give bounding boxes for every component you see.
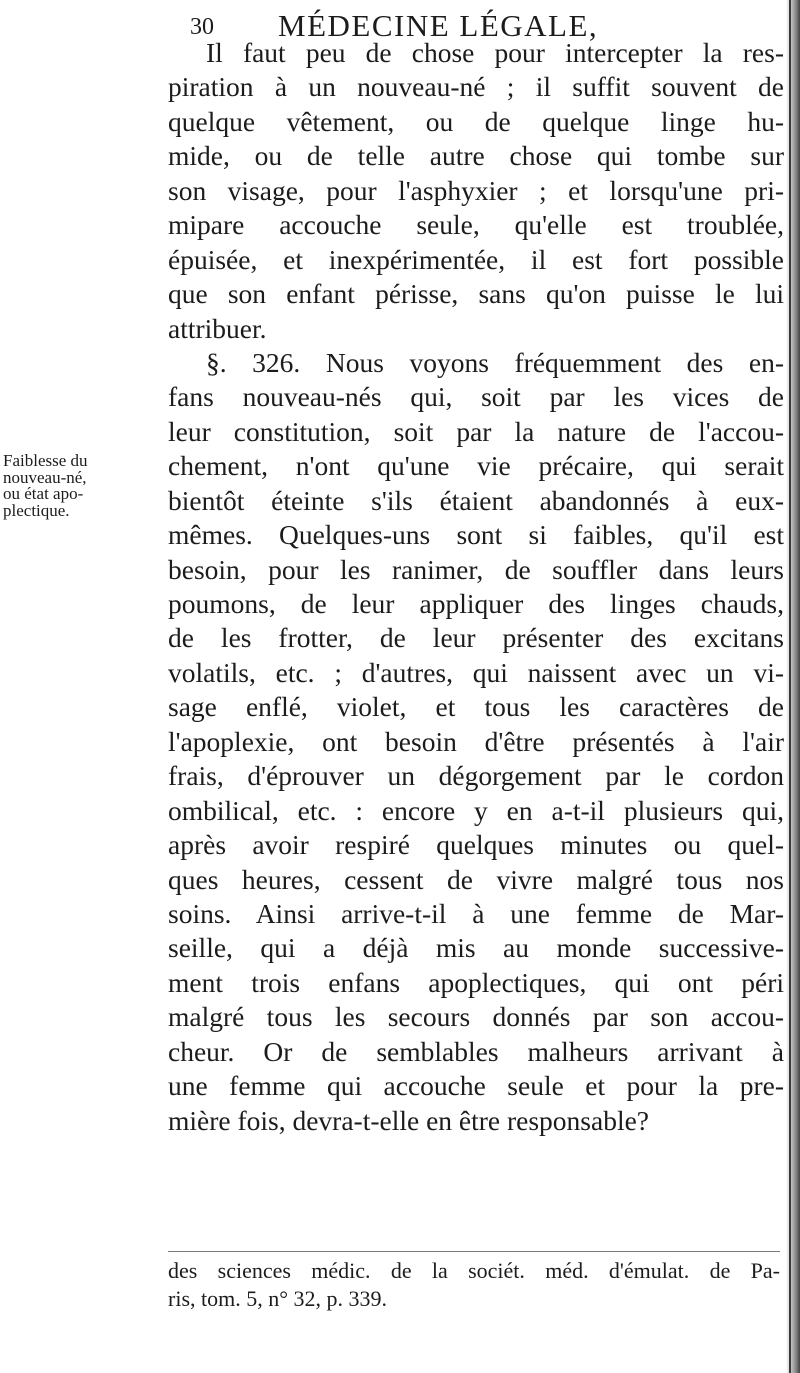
running-head: MÉDECINE LÉGALE, — [278, 8, 599, 43]
body-text — [168, 36, 784, 1138]
text-line: ques heures, cessent de vivre malgré tous nos — [168, 863, 784, 895]
footnote-line: ris, tom. 5, n° 32, p. 339. — [168, 1286, 388, 1311]
margin-note — [3, 453, 163, 519]
text-line: ombilical, etc. : encore y en a-t-il plusieurs qui, — [168, 794, 784, 826]
text-line: mide, ou de telle autre chose qui tombe sur — [168, 140, 784, 172]
margin-note-line: ou état apo- — [3, 484, 84, 503]
text-line: cheur. Or de semblables malheurs arrivant à — [168, 1035, 784, 1067]
text-line: son visage, pour l'asphyxier ; et lorsqu'une pri- — [168, 174, 784, 206]
text-line: besoin, pour les ranimer, de souffler dans leurs — [168, 553, 784, 585]
text-line: une femme qui accouche seule et pour la pre- — [168, 1070, 784, 1102]
margin-note-line: Faiblesse du — [3, 451, 88, 470]
section-heading-line: §. 326. Nous voyons fréquemment des en- — [206, 346, 784, 378]
text-line: quelque vêtement, ou de quelque linge hu- — [168, 105, 784, 137]
text-line: bientôt éteinte s'ils étaient abandonnés à eux- — [168, 484, 784, 516]
text-line: mêmes. Quelques-uns sont si faibles, qu'il est — [168, 519, 784, 551]
text-line: poumons, de leur appliquer des linges chauds, — [168, 588, 784, 619]
text-line: que son enfant périsse, sans qu'on puisse le lui — [168, 278, 784, 310]
text-line: mipare accouche seule, qu'elle est troublée, — [168, 209, 784, 241]
text-line: mière fois, devra-t-elle en être responsable? — [168, 1104, 650, 1136]
text-line: sage enflé, violet, et tous les caractères de — [168, 691, 784, 723]
text-line: leur constitution, soit par la nature de l'accou- — [168, 415, 784, 447]
footnote-line: des sciences médic. de la sociét. méd. d'émulat. de Pa- — [168, 1258, 780, 1283]
margin-note-line: plectique. — [3, 500, 70, 520]
text-line: malgré tous les secours donnés par son accou- — [168, 1001, 784, 1033]
footnote-rule — [168, 1251, 780, 1252]
text-line: frais, d'éprouver un dégorgement par le cordon — [168, 760, 784, 792]
text-line: soins. Ainsi arrive-t-il à une femme de Mar- — [168, 897, 784, 929]
text-line: fans nouveau-nés qui, soit par les vices de — [168, 381, 784, 413]
text-line: l'apoplexie, ont besoin d'être présentés à l'air — [168, 725, 784, 757]
text-line: Il faut peu de chose pour intercepter la res- — [206, 37, 784, 68]
text-line: ment trois enfans apoplectiques, qui ont péri — [168, 966, 784, 998]
text-line: chement, n'ont qu'une vie précaire, qui serait — [168, 450, 784, 482]
margin-note-line: nouveau-né, — [3, 467, 87, 487]
page-number: 30 — [190, 14, 214, 40]
text-line: attribuer. — [168, 312, 267, 344]
binding-edge-line — [789, 0, 791, 1373]
text-line: de les frotter, de leur présenter des excitans — [168, 622, 784, 654]
text-line: après avoir respiré quelques minutes ou quel- — [168, 829, 784, 861]
text-line: seille, qui a déjà mis au monde successive- — [168, 932, 784, 964]
text-line: piration à un nouveau-né ; il suffit souvent de — [168, 71, 784, 103]
text-line: volatils, etc. ; d'autres, qui naissent avec un vi- — [168, 656, 784, 688]
text-line: épuisée, et inexpérimentée, il est fort possible — [168, 243, 784, 275]
footnote — [168, 1257, 780, 1313]
